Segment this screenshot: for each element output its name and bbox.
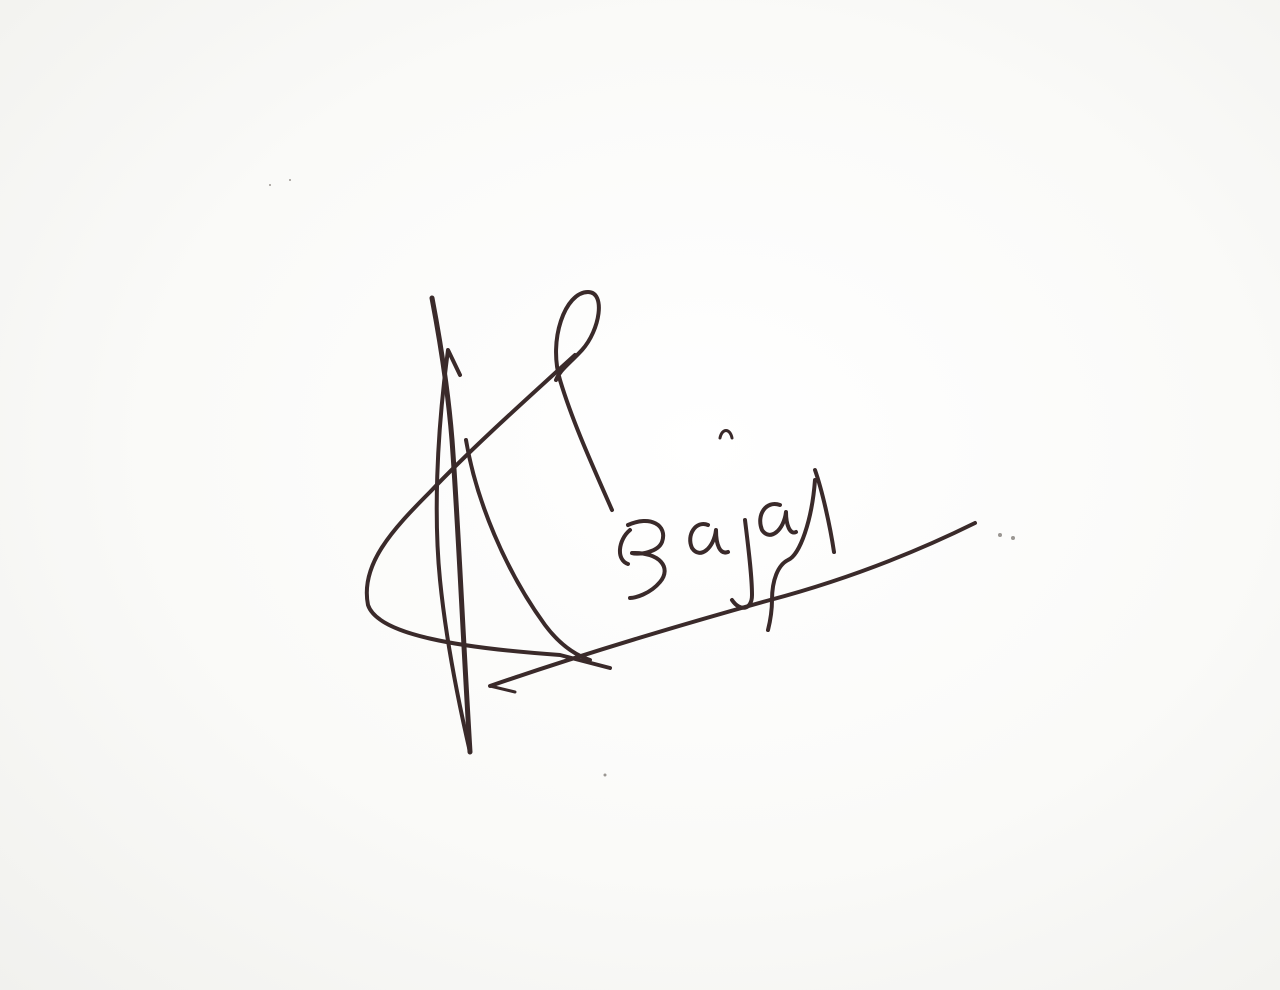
stroke-loop-l (556, 292, 612, 510)
stroke-left-loop (367, 355, 610, 668)
stroke-arrow-head (490, 676, 518, 692)
stroke-underline (490, 523, 975, 686)
signature-ink (367, 292, 975, 752)
stroke-letter-y (768, 470, 834, 630)
stroke-letter-j (732, 520, 752, 608)
stroke-dot-mark (720, 431, 732, 439)
stroke-letter-b (620, 521, 665, 598)
stroke-inner-curve (466, 440, 590, 660)
ink-specks (269, 179, 1015, 777)
stroke-letter-a (690, 524, 728, 553)
stroke-letter-a2 (760, 504, 796, 535)
